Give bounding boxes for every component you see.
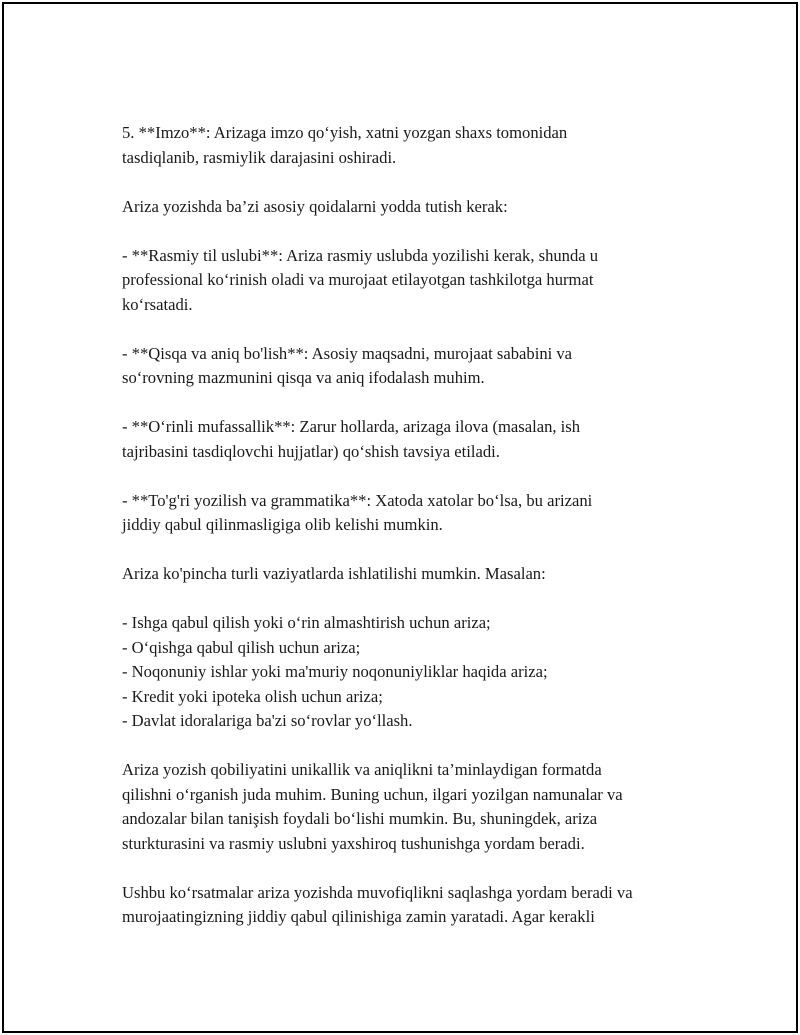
- list-item: - Noqonuniy ishlar yoki ma'muriy noqonuniyliklar haqida ariza;: [122, 662, 548, 681]
- paragraph-rule-official-style: - **Rasmiy til uslubi**: Ariza rasmiy uslubda yozilishi kerak, shunda u professional ko‘rinish oladi va murojaat etilayotgan tashkilotga hurmat ko‘rsatadi.: [122, 245, 599, 314]
- paragraph-rules-intro: Ariza yozishda ba’zi asosiy qoidalarni yodda tutish kerak:: [122, 196, 508, 216]
- page-frame: [2, 2, 798, 1033]
- paragraph-rule-detail: - **O‘rinli mufassallik**: Zarur hollarda, arizaga ilova (masalan, ish tajribasini tasdiqlovchi hujjatlar) qo‘shish tavsiya etiladi.: [122, 417, 581, 461]
- paragraph-rule-grammar: - **To'g'ri yozilish va grammatika**: Xatoda xatolar bo‘lsa, bu arizani jiddiy qabul qilinmasligiga olib kelishi mumkin.: [122, 490, 593, 534]
- paragraph-rule-concise: - **Qisqa va aniq bo'lish**: Asosiy maqsadni, murojaat sababini va so‘rovning mazmunini qisqa va aniq ifodalash muhim.: [122, 343, 573, 387]
- paragraph-usage-intro: Ariza ko'pincha turli vaziyatlarda ishlatilishi mumkin. Masalan:: [122, 564, 546, 583]
- list-item: - Ishga qabul qilish yoki o‘rin almashtirish uchun ariza;: [122, 613, 491, 632]
- document-body: [122, 121, 712, 954]
- paragraph-conclusion: Ushbu ko‘rsatmalar ariza yozishda muvofiqlikni saqlashga yordam beradi va murojaatingizning jiddiy qabul qilinishiga zamin yaratadi. Agar kerakli: [122, 882, 633, 926]
- list-item: - Davlat idoralariga ba'zi so‘rovlar yo‘llash.: [122, 711, 413, 730]
- paragraph-skill: Ariza yozish qobiliyatini unikallik va aniqlikni ta’minlaydigan formatda qilishni o‘rganish juda muhim. Buning uchun, ilgari yozilgan namunalar va andozalar bilan tanişish foydali bo‘lishi mumkin. Bu, shuningdek, ariza sturkturasini va rasmiy uslubni yaxshiroq tushunishga yordam beradi.: [122, 760, 623, 853]
- list-item: - O‘qishga qabul qilish uchun ariza;: [122, 637, 361, 657]
- list-item: - Kredit yoki ipoteka olish uchun ariza;: [122, 686, 383, 706]
- paragraph-signature: 5. **Imzo**: Arizaga imzo qo‘yish, xatni yozgan shaxs tomonidan tasdiqlanib, rasmiylik darajasini oshiradi.: [122, 123, 568, 167]
- usage-list: [122, 611, 712, 734]
